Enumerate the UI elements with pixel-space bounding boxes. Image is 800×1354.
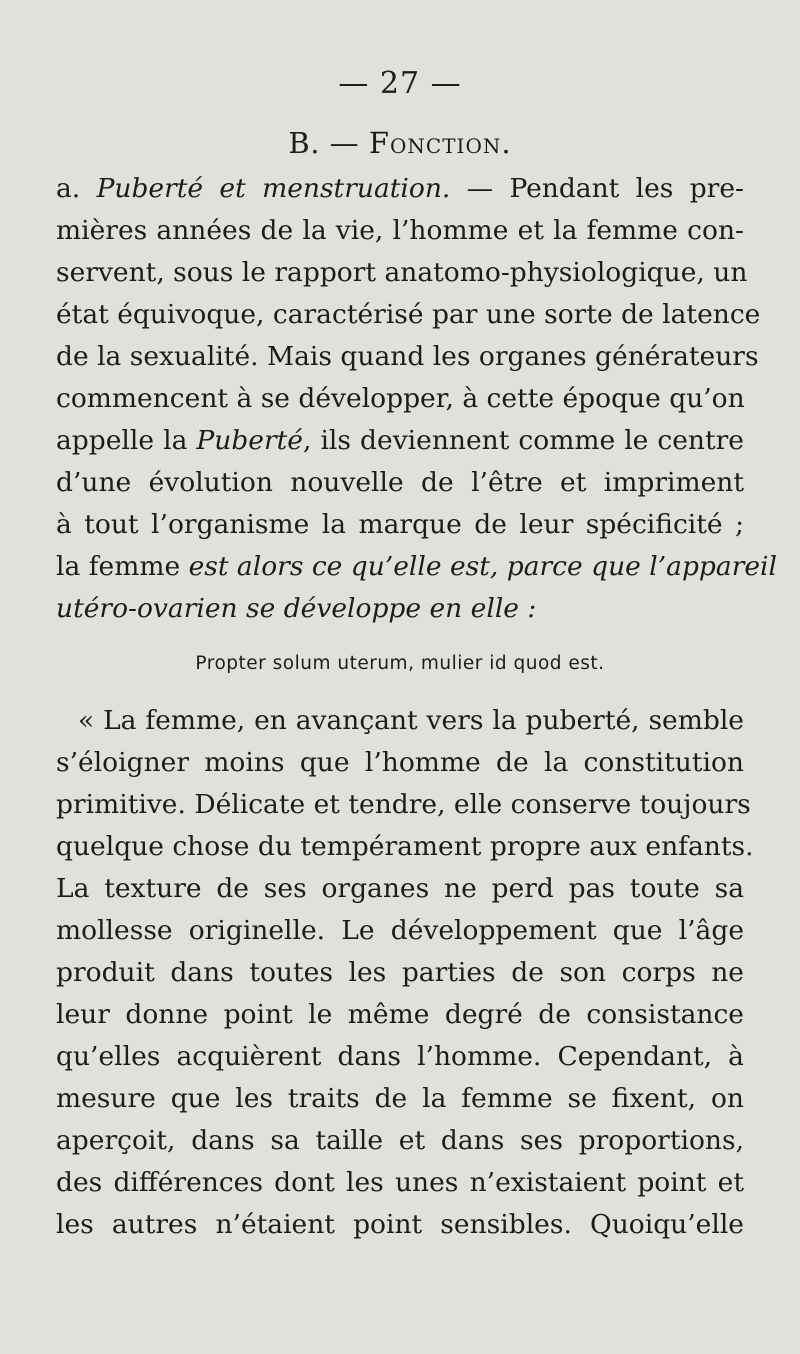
text-line: mollesse originelle. Le développement que l’âge [56,915,744,946]
text-line: primitive. Délicate et tendre, elle conserve toujours [56,789,751,820]
text-line: La texture de ses organes ne perd pas toute sa [56,873,744,904]
page-number: — 27 — [338,66,462,101]
text-line: la femme est alors ce qu’elle est, parce que l’appareil [56,551,777,582]
text-line: quelque chose du tempérament propre aux enfants. [56,831,754,862]
text-line: qu’elles acquièrent dans l’homme. Cependant, à [56,1041,744,1072]
text-line: a. Puberté et menstruation. — Pendant les pre- [56,173,744,204]
text-line: servent, sous le rapport anatomo-physiologique, un [56,257,748,288]
text-line: à tout l’organisme la marque de leur spécificité ; [56,509,744,540]
section-heading [0,126,800,160]
text-line [56,588,744,630]
text-line: de la sexualité. Mais quand les organes générateurs [56,341,759,372]
text-line: s’éloigner moins que l’homme de la constitution [56,747,744,778]
emphasis-puberte: Puberté [196,425,303,456]
text-line: des différences dont les unes n’existaient point et [56,1167,744,1198]
text-line: mières années de la vie, l’homme et la femme con- [56,215,744,246]
text-line: mesure que les traits de la femme se fixent, on [56,1083,744,1114]
section-prefix: B. — [288,126,369,160]
text-line: produit dans toutes les parties de son corps ne [56,957,744,988]
text-line: aperçoit, dans sa taille et dans ses proportions, [56,1125,744,1156]
subsection-title: Puberté et menstruation. [96,173,451,204]
latin-quotation: Propter solum uterum, mulier id quod est. [195,653,605,674]
text-line: « La femme, en avançant vers la puberté, semble [78,705,744,736]
text-line: les autres n’étaient point sensibles. Quoiqu’elle [56,1209,744,1240]
paragraph-puberte [56,168,777,630]
emphasis-text: est alors ce qu’elle est, parce que l’appareil [188,551,777,582]
subsection-label: a. [56,173,81,204]
section-title: Fonction. [368,126,512,160]
text-line: appelle la Puberté, ils deviennent comme le centre [56,425,744,456]
emphasis-text: utéro-ovarien se développe en elle : [56,593,537,624]
text-line: état équivoque, caractérisé par une sorte de latence [56,299,761,330]
paragraph-quotation [56,700,754,1246]
text-line: d’une évolution nouvelle de l’être et impriment [56,467,744,498]
text-line: commencent à se développer, à cette époque qu’on [56,383,745,414]
text-line: leur donne point le même degré de consistance [56,999,744,1030]
